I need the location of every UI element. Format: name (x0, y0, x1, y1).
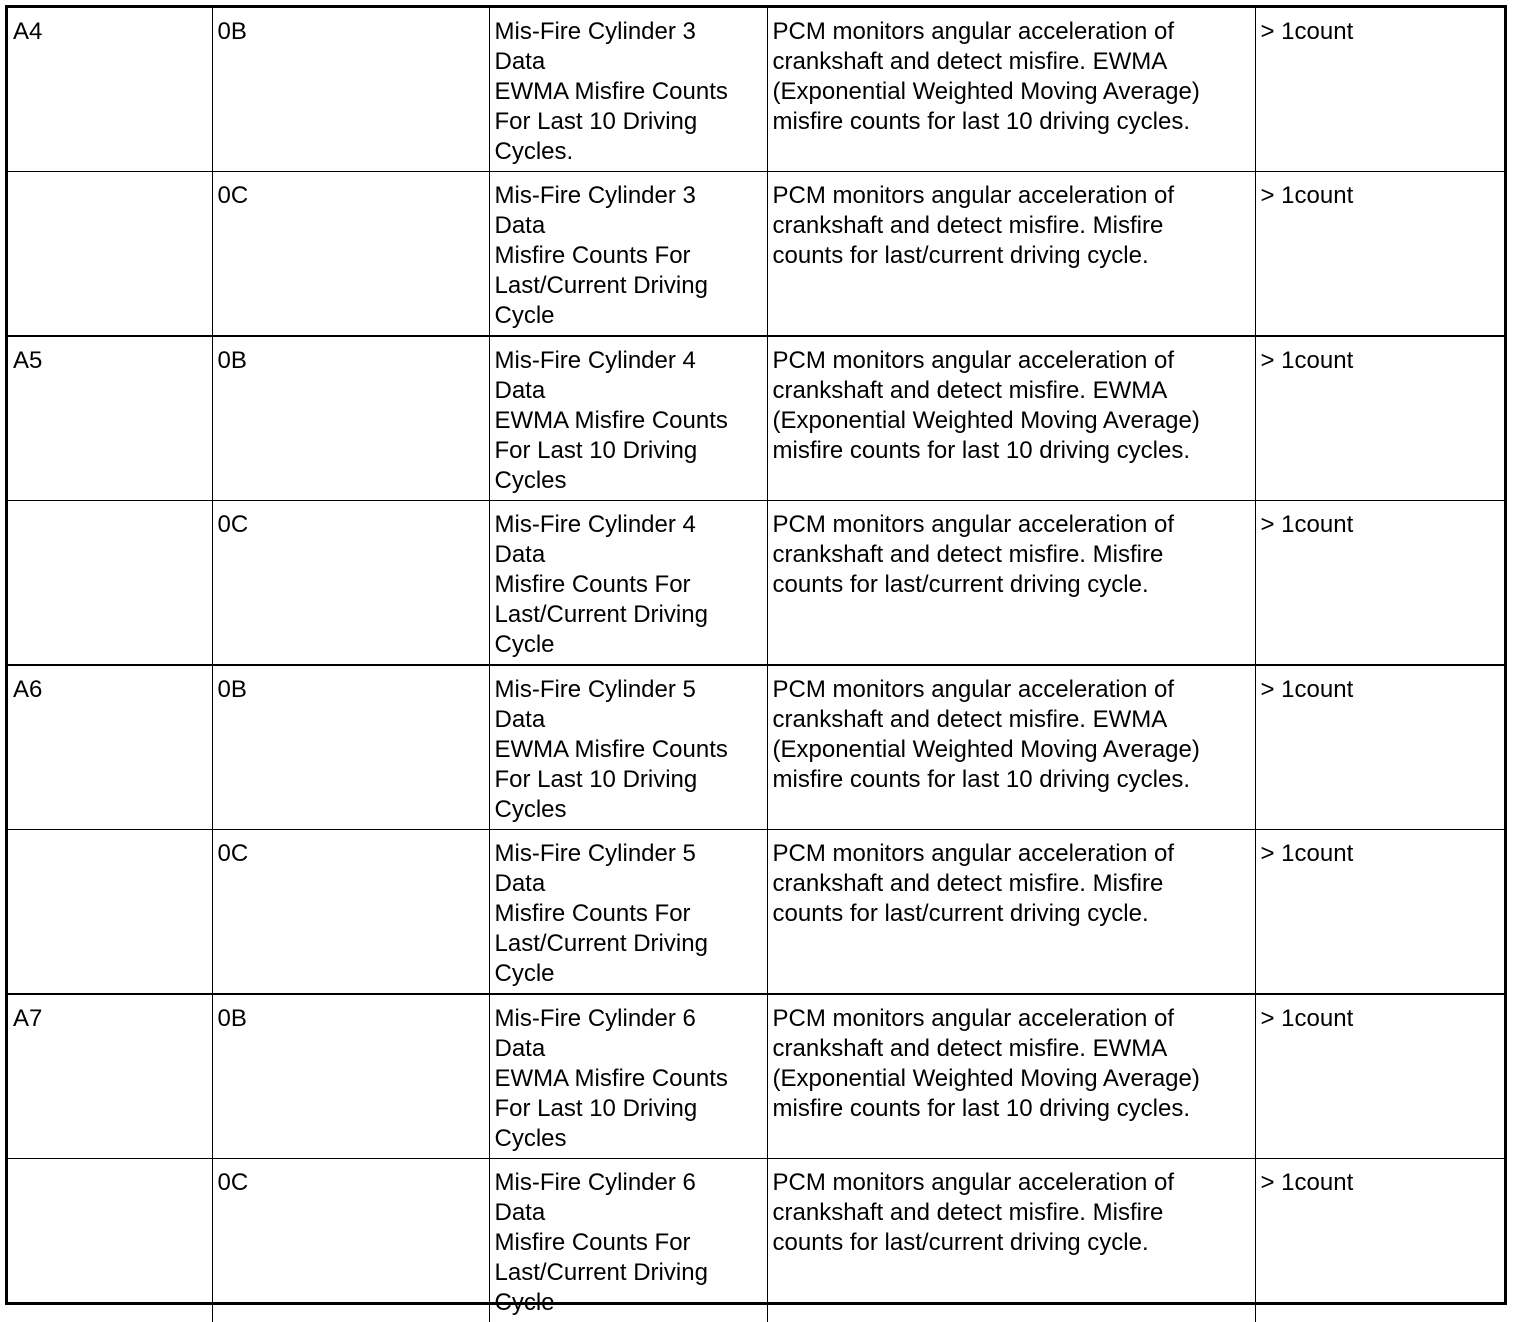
pid-cell (8, 830, 212, 995)
code-cell: 0C (212, 172, 489, 337)
parameter-name-cell: Mis-Fire Cylinder 5 Data EWMA Misfire Counts For Last 10 Driving Cycles (489, 665, 767, 830)
description-cell: PCM monitors angular acceleration of crankshaft and detect misfire. EWMA (Exponential Weighted Moving Average) misfire counts for last 10 driving cycles. (767, 336, 1255, 501)
parameter-name-cell: Mis-Fire Cylinder 3 Data EWMA Misfire Counts For Last 10 Driving Cycles. (489, 8, 767, 172)
misfire-data-table-frame (5, 5, 1507, 1305)
code-cell: 0B (212, 665, 489, 830)
table-row (8, 172, 1504, 337)
pid-cell (8, 172, 212, 337)
description-cell: PCM monitors angular acceleration of crankshaft and detect misfire. EWMA (Exponential Weighted Moving Average) misfire counts for last 10 driving cycles. (767, 8, 1255, 172)
table-row (8, 830, 1504, 995)
threshold-cell: > 1count (1255, 8, 1504, 172)
table-row (8, 8, 1504, 172)
code-cell: 0C (212, 1159, 489, 1322)
description-cell: PCM monitors angular acceleration of crankshaft and detect misfire. Misfire counts for last/current driving cycle. (767, 172, 1255, 337)
code-cell: 0B (212, 336, 489, 501)
code-cell: 0B (212, 994, 489, 1159)
code-cell: 0B (212, 8, 489, 172)
pid-cell (8, 501, 212, 666)
code-cell: 0C (212, 830, 489, 995)
threshold-cell: > 1count (1255, 336, 1504, 501)
threshold-cell: > 1count (1255, 830, 1504, 995)
description-cell: PCM monitors angular acceleration of crankshaft and detect misfire. Misfire counts for last/current driving cycle. (767, 1159, 1255, 1322)
parameter-name-cell: Mis-Fire Cylinder 6 Data EWMA Misfire Counts For Last 10 Driving Cycles (489, 994, 767, 1159)
description-cell: PCM monitors angular acceleration of crankshaft and detect misfire. Misfire counts for last/current driving cycle. (767, 830, 1255, 995)
parameter-name-cell: Mis-Fire Cylinder 4 Data EWMA Misfire Counts For Last 10 Driving Cycles (489, 336, 767, 501)
threshold-cell: > 1count (1255, 994, 1504, 1159)
threshold-cell: > 1count (1255, 665, 1504, 830)
table-row (8, 994, 1504, 1159)
threshold-cell: > 1count (1255, 172, 1504, 337)
pid-cell: A5 (8, 336, 212, 501)
description-cell: PCM monitors angular acceleration of crankshaft and detect misfire. Misfire counts for last/current driving cycle. (767, 501, 1255, 666)
code-cell: 0C (212, 501, 489, 666)
pid-cell: A6 (8, 665, 212, 830)
table-row (8, 665, 1504, 830)
pid-cell: A7 (8, 994, 212, 1159)
parameter-name-cell: Mis-Fire Cylinder 3 Data Misfire Counts For Last/Current Driving Cycle (489, 172, 767, 337)
pid-cell (8, 1159, 212, 1322)
parameter-name-cell: Mis-Fire Cylinder 4 Data Misfire Counts For Last/Current Driving Cycle (489, 501, 767, 666)
table-row (8, 336, 1504, 501)
description-cell: PCM monitors angular acceleration of crankshaft and detect misfire. EWMA (Exponential Weighted Moving Average) misfire counts for last 10 driving cycles. (767, 994, 1255, 1159)
description-cell: PCM monitors angular acceleration of crankshaft and detect misfire. EWMA (Exponential Weighted Moving Average) misfire counts for last 10 driving cycles. (767, 665, 1255, 830)
table-row (8, 1159, 1504, 1322)
pid-cell: A4 (8, 8, 212, 172)
misfire-data-table (8, 8, 1504, 1322)
parameter-name-cell: Mis-Fire Cylinder 5 Data Misfire Counts For Last/Current Driving Cycle (489, 830, 767, 995)
table-row (8, 501, 1504, 666)
threshold-cell: > 1count (1255, 501, 1504, 666)
parameter-name-cell: Mis-Fire Cylinder 6 Data Misfire Counts For Last/Current Driving Cycle (489, 1159, 767, 1322)
threshold-cell: > 1count (1255, 1159, 1504, 1322)
